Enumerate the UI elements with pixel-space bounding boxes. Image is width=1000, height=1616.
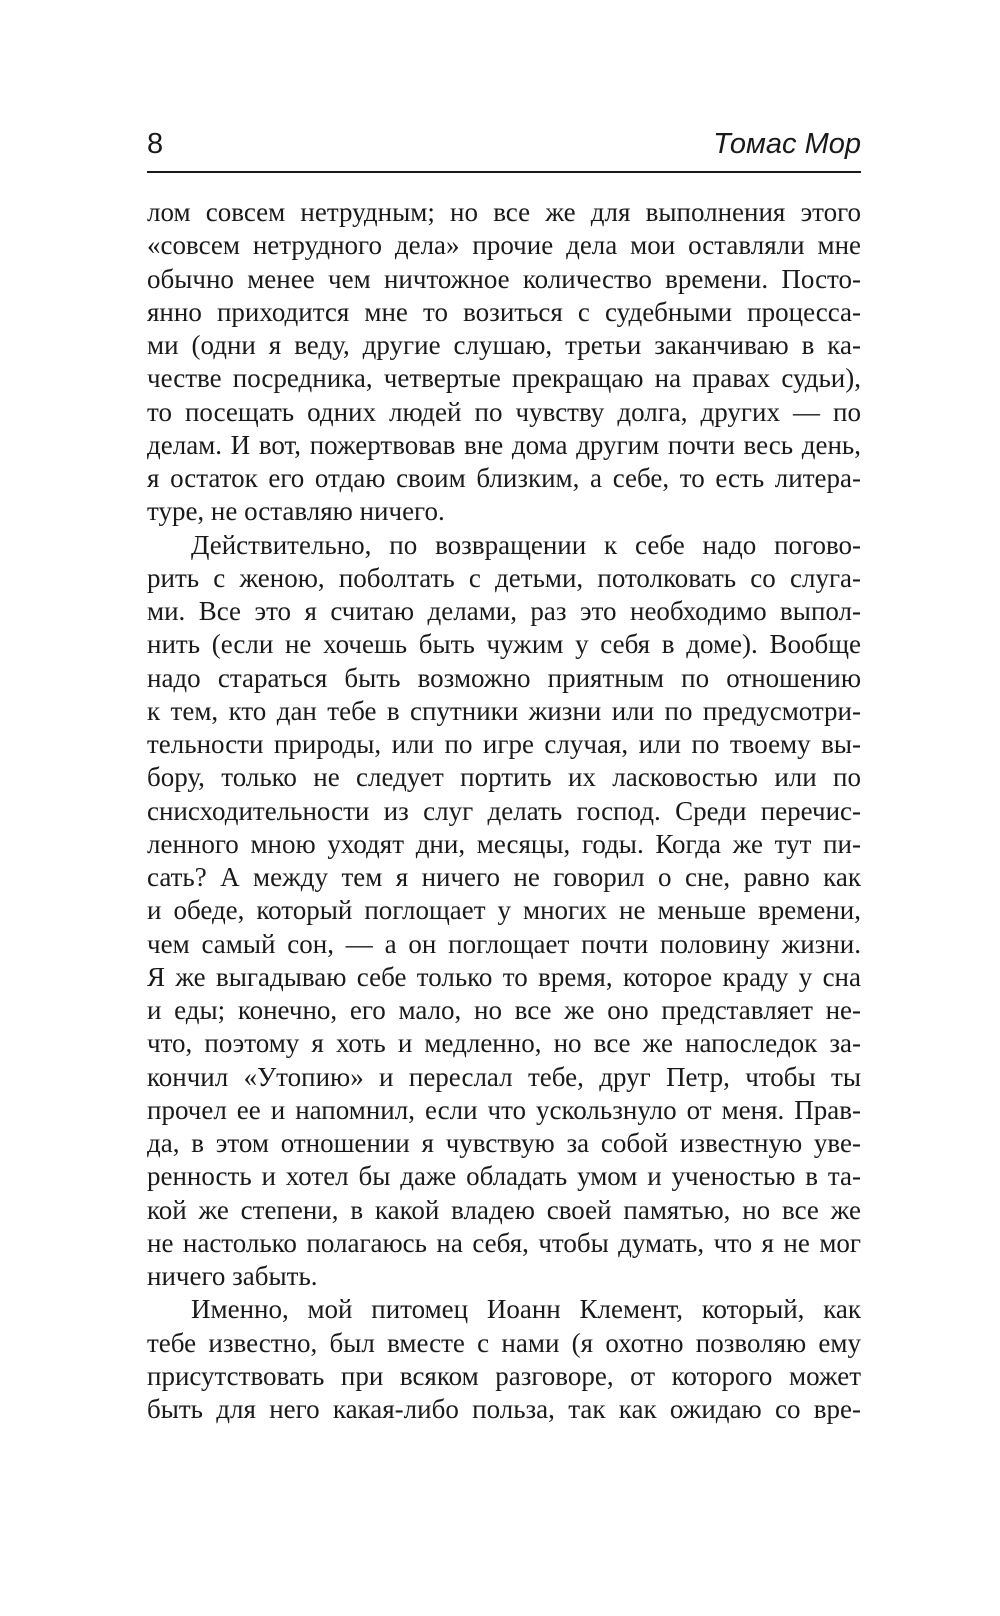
text-line: тебе известно, был вместе с нами (я охотно позволяю ему — [147, 1327, 861, 1358]
text-line: «совсем нетрудного дела» прочие дела мои оставляли мне — [147, 230, 861, 261]
text-line: Я же выгадываю себе только то время, которое краду у сна — [147, 961, 861, 992]
text-line: тельности природы, или по игре случая, или по твоему вы- — [147, 729, 861, 759]
running-title: Томас Мор — [713, 128, 861, 160]
text-line: и еды; конечно, его мало, но все же оно представляет не- — [147, 995, 861, 1025]
paragraph — [147, 1293, 861, 1426]
text-line: нить (если не хочешь быть чужим у себя в доме). Вообще — [147, 629, 861, 660]
text-line: присутствовать при всяком разговоре, от которого может — [147, 1360, 861, 1391]
text-line: ми (одни я веду, другие слушаю, третьи заканчиваю в ка- — [147, 330, 861, 360]
text-line: быть для него какая-либо польза, так как ожидаю со вре- — [147, 1394, 861, 1424]
text-line: ми. Все это я считаю делами, раз это необходимо выпол- — [147, 596, 861, 626]
text-line: рить с женою, поболтать с детьми, потолковать со слуга- — [147, 562, 861, 593]
text-line: надо стараться быть возможно приятным по отношению — [147, 662, 861, 693]
text-line: Действительно, по возвращении к себе надо погово- — [191, 529, 861, 560]
text-line: делам. И вот, пожертвовав вне дома другим почти весь день, — [147, 429, 861, 460]
text-line: обычно менее чем ничтожное количество времени. Посто- — [147, 263, 861, 294]
text-line: ничего забыть. — [147, 1261, 318, 1291]
text-line: кончил «Утопию» и переслал тебе, друг Петр, чтобы ты — [147, 1061, 861, 1092]
text-line: лом совсем нетрудным; но все же для выполнения этого — [147, 197, 861, 227]
body-text — [147, 196, 861, 1426]
page-number: 8 — [147, 128, 164, 160]
page-header — [147, 128, 861, 172]
text-line: бору, только не следует портить их ласковостью или по — [147, 762, 861, 793]
text-line: честве посредника, четвертые прекращаю на правах судьи), — [147, 363, 861, 394]
text-line: ренность и хотел бы даже обладать умом и ученостью в та- — [147, 1161, 861, 1192]
text-line: прочел ее и напомнил, если что ускользнуло от меня. Прав- — [147, 1094, 861, 1125]
text-line: сать? А между тем я ничего не говорил о сне, равно как — [147, 862, 861, 892]
header-rule — [147, 171, 861, 173]
text-line: что, поэтому я хоть и медленно, но все же напоследок за- — [147, 1028, 861, 1059]
text-line: кой же степени, в какой владею своей памятью, но все же — [147, 1194, 861, 1225]
text-line: я остаток его отдаю своим близким, а себе, то есть литера- — [147, 463, 861, 493]
text-line: и обеде, который поглощает у многих не меньше времени, — [147, 895, 861, 926]
paragraph — [147, 529, 861, 1294]
text-line: чем самый сон, — а он поглощает почти половину жизни. — [147, 928, 861, 959]
text-line: янно приходится мне то возиться с судебными процесса- — [147, 296, 861, 327]
text-line: то посещать одних людей по чувству долга, других — по — [147, 396, 861, 427]
text-line: да, в этом отношении я чувствую за собой известную уве- — [147, 1128, 861, 1158]
text-line: туре, не оставляю ничего. — [147, 496, 445, 527]
text-line: снисходительности из слуг делать господ. Среди перечис- — [147, 795, 861, 826]
text-line: ленного мною уходят дни, месяцы, годы. Когда же тут пи- — [147, 828, 861, 859]
paragraph — [147, 196, 861, 529]
text-line: Именно, мой питомец Иоанн Клемент, который, как — [191, 1294, 861, 1325]
text-line: к тем, кто дан тебе в спутники жизни или по предусмотри- — [147, 695, 861, 726]
text-line: не настолько полагаюсь на себя, чтобы думать, что я не мог — [147, 1227, 861, 1258]
